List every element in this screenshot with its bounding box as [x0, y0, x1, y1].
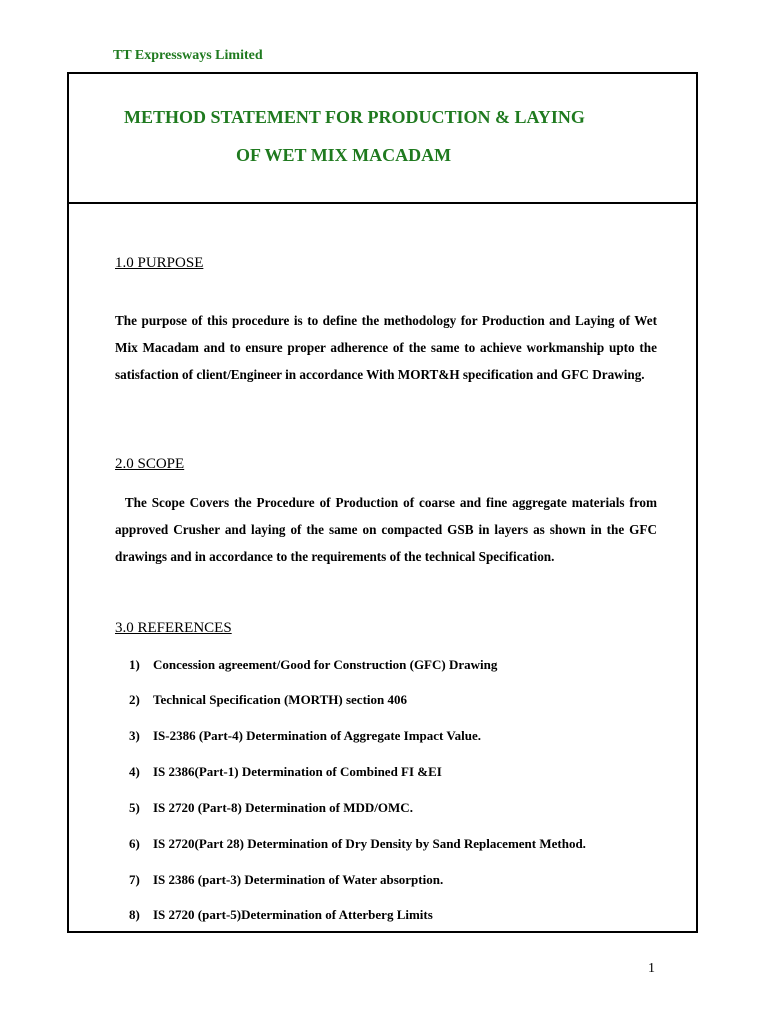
- scope-paragraph: The Scope Covers the Procedure of Production of coarse and fine aggregate materials from approved Crusher and laying of the same on compacted GSB in layers as shown in the GFC drawings and in accordance to the requirements of the technical Specification.: [115, 495, 657, 564]
- reference-item: [129, 692, 407, 708]
- reference-text: IS-2386 (Part-4) Determination of Aggregate Impact Value.: [153, 728, 481, 743]
- reference-text: IS 2720(Part 28) Determination of Dry Density by Sand Replacement Method.: [153, 836, 586, 851]
- reference-number: 1): [129, 657, 140, 672]
- reference-text: IS 2720 (Part-8) Determination of MDD/OMC.: [153, 800, 413, 815]
- reference-text: Concession agreement/Good for Construction (GFC) Drawing: [153, 657, 498, 672]
- document-frame: [67, 72, 698, 933]
- reference-item: [129, 836, 586, 852]
- title-box: [69, 74, 696, 204]
- reference-number: 6): [129, 836, 140, 851]
- reference-number: 2): [129, 692, 140, 707]
- document-title-line2: OF WET MIX MACADAM: [236, 145, 452, 165]
- purpose-heading: 1.0 PURPOSE: [115, 255, 204, 271]
- reference-item: [129, 764, 442, 780]
- reference-item: [129, 907, 433, 923]
- purpose-paragraph: The purpose of this procedure is to define the methodology for Production and Laying of Wet Mix Macadam and to ensure proper adherence of the same to achieve workmanship upto the satisfaction of client/Engineer in accordance With MORT&H specification and GFC Drawing.: [115, 313, 657, 382]
- references-heading: 3.0 REFERENCES: [115, 620, 232, 636]
- reference-number: 5): [129, 800, 140, 815]
- reference-item: [129, 657, 497, 673]
- company-name: TT Expressways Limited: [113, 48, 263, 63]
- reference-number: 8): [129, 907, 140, 922]
- reference-item: [129, 872, 443, 888]
- reference-text: IS 2386 (part-3) Determination of Water absorption.: [153, 872, 444, 887]
- reference-item: [129, 800, 413, 816]
- document-title-line1: METHOD STATEMENT FOR PRODUCTION & LAYING: [124, 107, 585, 127]
- reference-item: [129, 728, 481, 744]
- page-number: 1: [648, 961, 655, 976]
- scope-heading: 2.0 SCOPE: [115, 456, 185, 472]
- reference-number: 4): [129, 764, 140, 779]
- reference-text: IS 2386(Part-1) Determination of Combined FI &EI: [153, 764, 442, 779]
- reference-number: 7): [129, 872, 140, 887]
- reference-text: Technical Specification (MORTH) section 406: [153, 692, 407, 707]
- reference-number: 3): [129, 728, 140, 743]
- reference-text: IS 2720 (part-5)Determination of Atterberg Limits: [153, 907, 433, 922]
